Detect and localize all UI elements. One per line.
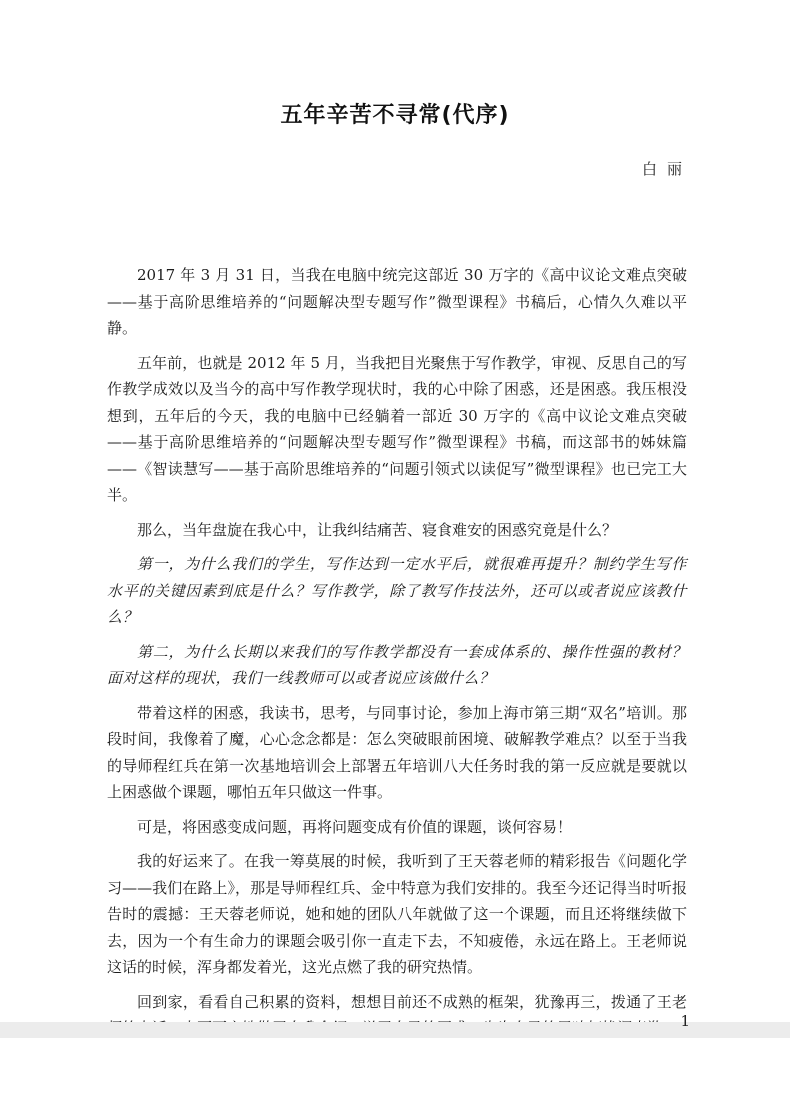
paragraph: 2017 年 3 月 31 日，当我在电脑中统完这部近 30 万字的《高中议论文难点突破——基于高阶思维培养的“问题解决型专题写作”微型课程》书稿后，心情久久难以平静。 [107,266,687,337]
paragraph: 那么，当年盘旋在我心中，让我纠结痛苦、寝食难安的困惑究竟是什么？ [137,520,618,539]
page-margin-bottom [0,1038,790,1106]
paragraph: 第二，为什么长期以来我们的写作教学都没有一套成体系的、操作性强的教材？面对这样的现状，我们一线教师可以或者说应该做什么？ [107,642,687,687]
footer-divider [0,1022,790,1038]
page-number: 1 [680,1012,690,1030]
paragraph: 我的好运来了。在我一筹莫展的时候，我听到了王天蓉老师的精彩报告《问题化学习——我们在路上》，那是导师程红兵、金中特意为我们安排的。我至今还记得当时听报告时的震撼：王天蓉老师说，她和她的团队八年就做了这一个课题，而且还将继续做下去，因为一个有生命力的课题会吸引你一直走下去，不知疲倦，永远在路上。王老师说这话的时候，浑身都发着光，这光点燃了我的研究热情。 [107,852,687,976]
paragraph: 可是，将困惑变成问题，再将问题变成有价值的课题，谈何容易！ [137,817,573,836]
body-text [107,262,687,1050]
paragraph: 带着这样的困惑，我读书，思考，与同事讨论，参加上海市第三期“双名”培训。那段时间，我像着了魔，心心念念都是：怎么突破眼前困境、破解教学难点？以至于当我的导师程红兵在第一次基地培训会上部署五年培训八大任务时我的第一反应就是要就以上困惑做个课题，哪怕五年只做这一件事。 [107,703,687,801]
paragraph: 五年前，也就是 2012 年 5 月，当我把目光聚焦于写作教学，审视、反思自己的写作教学成效以及当今的高中写作教学现状时，我的心中除了困惑，还是困惑。我压根没想到，五年后的今天，我的电脑中已经躺着一部近 30 万字的《高中议论文难点突破——基于高阶思维培养的“问题解决型专题写作”微型课程》书稿，而这部书的姊妹篇——《智读慧写——基于高阶思维培养的“问题引领式以读促写”微型课程》也已完工大半。 [107,353,687,504]
paragraph: 第一，为什么我们的学生，写作达到一定水平后，就很难再提升？制约学生写作水平的关键因素到底是什么？写作教学，除了教写作技法外，还可以或者说应该教什么？ [107,555,687,626]
paragraph: 回到家，看看自己积累的资料，想想目前还不成熟的框架，犹豫再三，拨通了王老 [137,992,687,1011]
author-name: 白丽 [641,160,692,178]
page-title: 五年辛苦不寻常(代序) [280,103,510,128]
